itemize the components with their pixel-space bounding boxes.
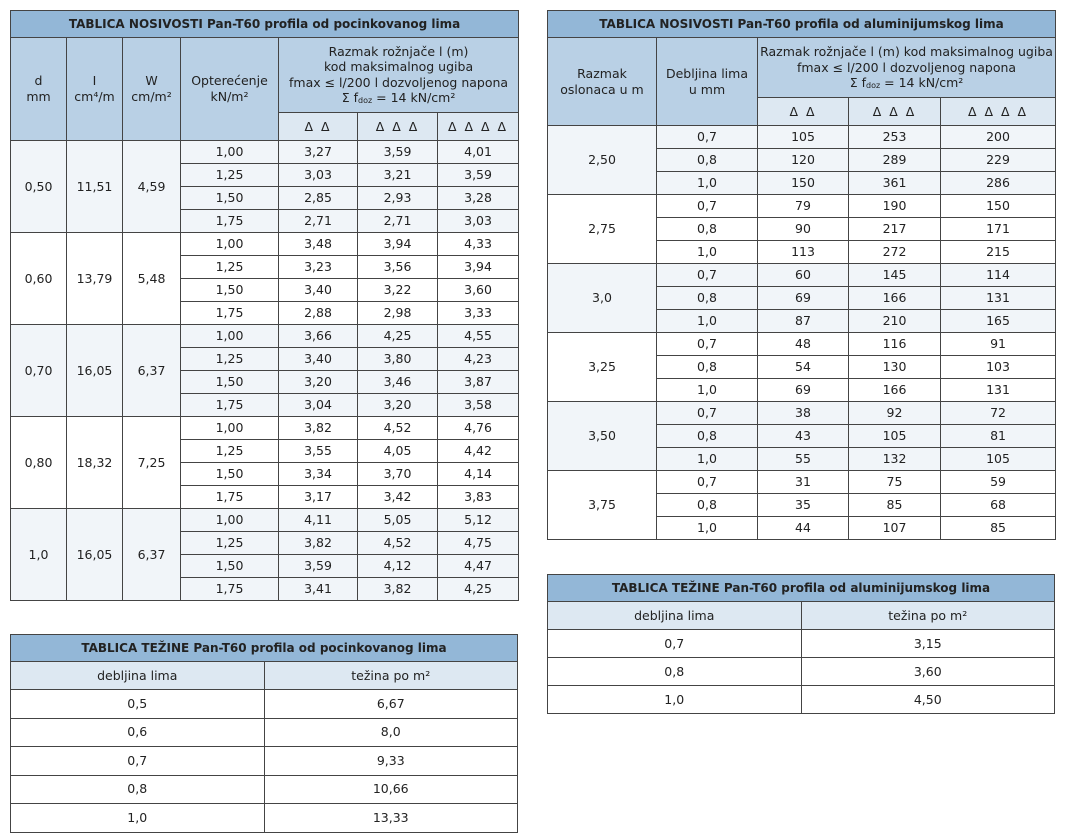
- load-cell: 1,50: [181, 555, 279, 578]
- span-three-supports-cell: 217: [849, 218, 941, 241]
- thickness-cell: 1,0: [657, 448, 758, 471]
- span-four-supports-cell: 4,01: [438, 141, 519, 164]
- load-cell: 1,00: [181, 233, 279, 256]
- thickness-cell: 1,0: [657, 310, 758, 333]
- support-spacing-cell: 3,0: [548, 264, 657, 333]
- thickness-cell: 1,0: [657, 517, 758, 540]
- span-four-supports-cell: 150: [941, 195, 1056, 218]
- span-three-supports-cell: 105: [849, 425, 941, 448]
- span-two-supports-cell: 55: [758, 448, 849, 471]
- weight-cell: 9,33: [264, 747, 518, 776]
- galvanized-weight-table: [10, 634, 518, 833]
- table-row: [11, 417, 519, 440]
- table-row: [548, 195, 1056, 218]
- span-two-supports-cell: 43: [758, 425, 849, 448]
- span-two-supports-cell: 2,85: [279, 187, 358, 210]
- span-three-supports-cell: 130: [849, 356, 941, 379]
- header-four-supports: Δ Δ Δ Δ: [438, 113, 519, 141]
- load-cell: 1,75: [181, 394, 279, 417]
- span-two-supports-cell: 150: [758, 172, 849, 195]
- span-two-supports-cell: 90: [758, 218, 849, 241]
- thickness-cell: 0,70: [11, 325, 67, 417]
- span-four-supports-cell: 131: [941, 379, 1056, 402]
- span-three-supports-cell: 2,71: [358, 210, 438, 233]
- thickness-cell: 1,0: [11, 509, 67, 601]
- weight-cell: 3,60: [801, 658, 1055, 686]
- span-two-supports-cell: 3,66: [279, 325, 358, 348]
- thickness-cell: 0,7: [11, 747, 265, 776]
- span-two-supports-cell: 3,03: [279, 164, 358, 187]
- span-two-supports-cell: 60: [758, 264, 849, 287]
- span-four-supports-cell: 68: [941, 494, 1056, 517]
- header-weight: težina po m²: [264, 662, 518, 690]
- span-two-supports-cell: 3,82: [279, 532, 358, 555]
- table-row: [548, 402, 1056, 425]
- span-two-supports-cell: 3,41: [279, 578, 358, 601]
- span-three-supports-cell: 3,46: [358, 371, 438, 394]
- moment-of-inertia-cell: 11,51: [67, 141, 123, 233]
- span-three-supports-cell: 3,56: [358, 256, 438, 279]
- load-cell: 1,25: [181, 440, 279, 463]
- span-three-supports-cell: 272: [849, 241, 941, 264]
- span-three-supports-cell: 190: [849, 195, 941, 218]
- section-modulus-cell: 6,37: [123, 325, 181, 417]
- span-three-supports-cell: 2,93: [358, 187, 438, 210]
- section-modulus-cell: 6,37: [123, 509, 181, 601]
- span-two-supports-cell: 4,11: [279, 509, 358, 532]
- span-two-supports-cell: 3,20: [279, 371, 358, 394]
- span-two-supports-cell: 3,34: [279, 463, 358, 486]
- span-three-supports-cell: 3,21: [358, 164, 438, 187]
- span-two-supports-cell: 31: [758, 471, 849, 494]
- span-three-supports-cell: 2,98: [358, 302, 438, 325]
- support-spacing-cell: 2,75: [548, 195, 657, 264]
- weight-cell: 4,50: [801, 686, 1055, 714]
- table-row: [548, 471, 1056, 494]
- moment-of-inertia-cell: 13,79: [67, 233, 123, 325]
- span-three-supports-cell: 3,94: [358, 233, 438, 256]
- span-three-supports-cell: 289: [849, 149, 941, 172]
- span-two-supports-cell: 3,55: [279, 440, 358, 463]
- moment-of-inertia-cell: 16,05: [67, 325, 123, 417]
- span-four-supports-cell: 3,83: [438, 486, 519, 509]
- support-spacing-cell: 2,50: [548, 126, 657, 195]
- span-two-supports-cell: 48: [758, 333, 849, 356]
- table-row: [11, 325, 519, 348]
- weight-cell: 6,67: [264, 690, 518, 719]
- thickness-cell: 1,0: [657, 379, 758, 402]
- table-row: [11, 718, 518, 747]
- table-row: [11, 233, 519, 256]
- span-three-supports-cell: 4,12: [358, 555, 438, 578]
- moment-of-inertia-cell: 16,05: [67, 509, 123, 601]
- thickness-cell: 0,7: [657, 264, 758, 287]
- thickness-cell: 0,60: [11, 233, 67, 325]
- support-spacing-cell: 3,25: [548, 333, 657, 402]
- thickness-cell: 0,8: [657, 356, 758, 379]
- span-four-supports-cell: 4,14: [438, 463, 519, 486]
- span-four-supports-cell: 3,58: [438, 394, 519, 417]
- span-three-supports-cell: 3,22: [358, 279, 438, 302]
- thickness-cell: 0,8: [657, 494, 758, 517]
- span-three-supports-cell: 132: [849, 448, 941, 471]
- span-three-supports-cell: 85: [849, 494, 941, 517]
- header-thickness: debljina lima: [11, 662, 265, 690]
- span-three-supports-cell: 3,42: [358, 486, 438, 509]
- thickness-cell: 0,7: [657, 471, 758, 494]
- span-three-supports-cell: 145: [849, 264, 941, 287]
- span-four-supports-cell: 103: [941, 356, 1056, 379]
- thickness-cell: 0,8: [657, 149, 758, 172]
- span-two-supports-cell: 3,40: [279, 348, 358, 371]
- span-four-supports-cell: 286: [941, 172, 1056, 195]
- header-thickness: Debljina lima u mm: [657, 38, 758, 126]
- load-cell: 1,00: [181, 325, 279, 348]
- load-cell: 1,25: [181, 164, 279, 187]
- thickness-cell: 1,0: [548, 686, 802, 714]
- load-cell: 1,50: [181, 279, 279, 302]
- span-four-supports-cell: 165: [941, 310, 1056, 333]
- thickness-cell: 0,8: [657, 218, 758, 241]
- table-row: [548, 630, 1055, 658]
- load-cell: 1,75: [181, 210, 279, 233]
- header-i: I cm⁴/m: [67, 38, 123, 141]
- thickness-cell: 0,80: [11, 417, 67, 509]
- span-four-supports-cell: 4,75: [438, 532, 519, 555]
- span-two-supports-cell: 3,82: [279, 417, 358, 440]
- table-row: [548, 126, 1056, 149]
- thickness-cell: 0,5: [11, 690, 265, 719]
- table-row: [11, 804, 518, 833]
- section-modulus-cell: 7,25: [123, 417, 181, 509]
- span-four-supports-cell: 3,60: [438, 279, 519, 302]
- weight-cell: 8,0: [264, 718, 518, 747]
- section-modulus-cell: 5,48: [123, 233, 181, 325]
- span-four-supports-cell: 215: [941, 241, 1056, 264]
- header-support-spacing: Razmak oslonaca u m: [548, 38, 657, 126]
- table-title: TABLICA TEŽINE Pan-T60 profila od pocinkovanog lima: [11, 635, 518, 662]
- span-three-supports-cell: 166: [849, 287, 941, 310]
- table-title: TABLICA NOSIVOSTI Pan-T60 profila od pocinkovanog lima: [11, 11, 519, 38]
- thickness-cell: 0,8: [11, 775, 265, 804]
- load-cell: 1,25: [181, 348, 279, 371]
- span-four-supports-cell: 3,03: [438, 210, 519, 233]
- support-spacing-cell: 3,50: [548, 402, 657, 471]
- header-two-supports: Δ Δ: [758, 98, 849, 126]
- span-two-supports-cell: 3,48: [279, 233, 358, 256]
- span-four-supports-cell: 3,94: [438, 256, 519, 279]
- table-row: [548, 264, 1056, 287]
- header-two-supports: Δ Δ: [279, 113, 358, 141]
- span-two-supports-cell: 35: [758, 494, 849, 517]
- span-two-supports-cell: 87: [758, 310, 849, 333]
- table-row: [548, 333, 1056, 356]
- thickness-cell: 0,7: [657, 402, 758, 425]
- span-three-supports-cell: 253: [849, 126, 941, 149]
- thickness-cell: 1,0: [11, 804, 265, 833]
- span-three-supports-cell: 361: [849, 172, 941, 195]
- span-two-supports-cell: 3,27: [279, 141, 358, 164]
- span-four-supports-cell: 3,87: [438, 371, 519, 394]
- span-two-supports-cell: 113: [758, 241, 849, 264]
- span-four-supports-cell: 4,42: [438, 440, 519, 463]
- span-two-supports-cell: 3,17: [279, 486, 358, 509]
- load-cell: 1,50: [181, 463, 279, 486]
- span-four-supports-cell: 4,55: [438, 325, 519, 348]
- span-four-supports-cell: 131: [941, 287, 1056, 310]
- span-three-supports-cell: 92: [849, 402, 941, 425]
- aluminium-weight-table: [547, 574, 1055, 714]
- thickness-cell: 0,6: [11, 718, 265, 747]
- thickness-cell: 0,8: [657, 287, 758, 310]
- load-cell: 1,25: [181, 256, 279, 279]
- span-three-supports-cell: 4,52: [358, 532, 438, 555]
- thickness-cell: 1,0: [657, 172, 758, 195]
- span-four-supports-cell: 4,76: [438, 417, 519, 440]
- span-three-supports-cell: 166: [849, 379, 941, 402]
- span-two-supports-cell: 38: [758, 402, 849, 425]
- moment-of-inertia-cell: 18,32: [67, 417, 123, 509]
- load-cell: 1,00: [181, 509, 279, 532]
- span-three-supports-cell: 3,59: [358, 141, 438, 164]
- table-row: [11, 747, 518, 776]
- span-four-supports-cell: 59: [941, 471, 1056, 494]
- aluminium-load-table: [547, 10, 1056, 540]
- span-three-supports-cell: 4,25: [358, 325, 438, 348]
- thickness-cell: 0,50: [11, 141, 67, 233]
- support-spacing-cell: 3,75: [548, 471, 657, 540]
- header-three-supports: Δ Δ Δ: [849, 98, 941, 126]
- table-row: [11, 141, 519, 164]
- span-two-supports-cell: 69: [758, 287, 849, 310]
- span-three-supports-cell: 4,52: [358, 417, 438, 440]
- span-four-supports-cell: 4,25: [438, 578, 519, 601]
- load-cell: 1,75: [181, 578, 279, 601]
- span-three-supports-cell: 4,05: [358, 440, 438, 463]
- span-two-supports-cell: 54: [758, 356, 849, 379]
- span-two-supports-cell: 2,71: [279, 210, 358, 233]
- thickness-cell: 0,7: [657, 195, 758, 218]
- header-w: W cm/m²: [123, 38, 181, 141]
- header-span: Razmak rožnjače l (m) kod maksimalnog ugiba fmax ≤ l/200 l dozvoljenog napona Σ $f_{doz} = 14$ kN/cm²: [758, 38, 1056, 98]
- span-four-supports-cell: 3,59: [438, 164, 519, 187]
- span-three-supports-cell: 210: [849, 310, 941, 333]
- span-four-supports-cell: 200: [941, 126, 1056, 149]
- span-four-supports-cell: 171: [941, 218, 1056, 241]
- span-four-supports-cell: 85: [941, 517, 1056, 540]
- span-three-supports-cell: 107: [849, 517, 941, 540]
- span-four-supports-cell: 229: [941, 149, 1056, 172]
- load-cell: 1,00: [181, 417, 279, 440]
- span-three-supports-cell: 116: [849, 333, 941, 356]
- thickness-cell: 0,7: [548, 630, 802, 658]
- weight-cell: 10,66: [264, 775, 518, 804]
- thickness-cell: 0,8: [657, 425, 758, 448]
- load-cell: 1,75: [181, 486, 279, 509]
- span-three-supports-cell: 3,20: [358, 394, 438, 417]
- table-row: [11, 690, 518, 719]
- header-weight: težina po m²: [801, 602, 1055, 630]
- span-two-supports-cell: 3,04: [279, 394, 358, 417]
- table-row: [548, 658, 1055, 686]
- load-cell: 1,25: [181, 532, 279, 555]
- load-cell: 1,50: [181, 187, 279, 210]
- load-cell: 1,00: [181, 141, 279, 164]
- span-two-supports-cell: 69: [758, 379, 849, 402]
- span-three-supports-cell: 3,80: [358, 348, 438, 371]
- span-two-supports-cell: 79: [758, 195, 849, 218]
- header-load: Opterećenje kN/m²: [181, 38, 279, 141]
- span-three-supports-cell: 5,05: [358, 509, 438, 532]
- span-four-supports-cell: 4,33: [438, 233, 519, 256]
- span-four-supports-cell: 4,47: [438, 555, 519, 578]
- span-two-supports-cell: 105: [758, 126, 849, 149]
- thickness-cell: 1,0: [657, 241, 758, 264]
- weight-cell: 13,33: [264, 804, 518, 833]
- span-four-supports-cell: 81: [941, 425, 1056, 448]
- span-four-supports-cell: 5,12: [438, 509, 519, 532]
- table-title: TABLICA NOSIVOSTI Pan-T60 profila od aluminijumskog lima: [548, 11, 1056, 38]
- section-modulus-cell: 4,59: [123, 141, 181, 233]
- thickness-cell: 0,7: [657, 333, 758, 356]
- header-three-supports: Δ Δ Δ: [358, 113, 438, 141]
- span-two-supports-cell: 3,40: [279, 279, 358, 302]
- header-thickness: debljina lima: [548, 602, 802, 630]
- span-three-supports-cell: 3,82: [358, 578, 438, 601]
- span-two-supports-cell: 3,23: [279, 256, 358, 279]
- table-title: TABLICA TEŽINE Pan-T60 profila od aluminijumskog lima: [548, 575, 1055, 602]
- span-four-supports-cell: 114: [941, 264, 1056, 287]
- table-row: [11, 775, 518, 804]
- span-two-supports-cell: 2,88: [279, 302, 358, 325]
- span-two-supports-cell: 120: [758, 149, 849, 172]
- span-three-supports-cell: 75: [849, 471, 941, 494]
- span-four-supports-cell: 3,33: [438, 302, 519, 325]
- span-two-supports-cell: 3,59: [279, 555, 358, 578]
- span-four-supports-cell: 4,23: [438, 348, 519, 371]
- load-cell: 1,75: [181, 302, 279, 325]
- thickness-cell: 0,7: [657, 126, 758, 149]
- span-four-supports-cell: 105: [941, 448, 1056, 471]
- header-four-supports: Δ Δ Δ Δ: [941, 98, 1056, 126]
- header-d: d mm: [11, 38, 67, 141]
- span-three-supports-cell: 3,70: [358, 463, 438, 486]
- span-four-supports-cell: 3,28: [438, 187, 519, 210]
- load-cell: 1,50: [181, 371, 279, 394]
- weight-cell: 3,15: [801, 630, 1055, 658]
- span-four-supports-cell: 72: [941, 402, 1056, 425]
- thickness-cell: 0,8: [548, 658, 802, 686]
- table-row: [548, 686, 1055, 714]
- table-row: [11, 509, 519, 532]
- span-four-supports-cell: 91: [941, 333, 1056, 356]
- galvanized-load-table: [10, 10, 519, 601]
- header-span: Razmak rožnjače l (m) kod maksimalnog ugiba fmax ≤ l/200 l dozvoljenog napona Σ $f_{doz} = 14$ kN/cm²: [279, 38, 519, 113]
- span-two-supports-cell: 44: [758, 517, 849, 540]
